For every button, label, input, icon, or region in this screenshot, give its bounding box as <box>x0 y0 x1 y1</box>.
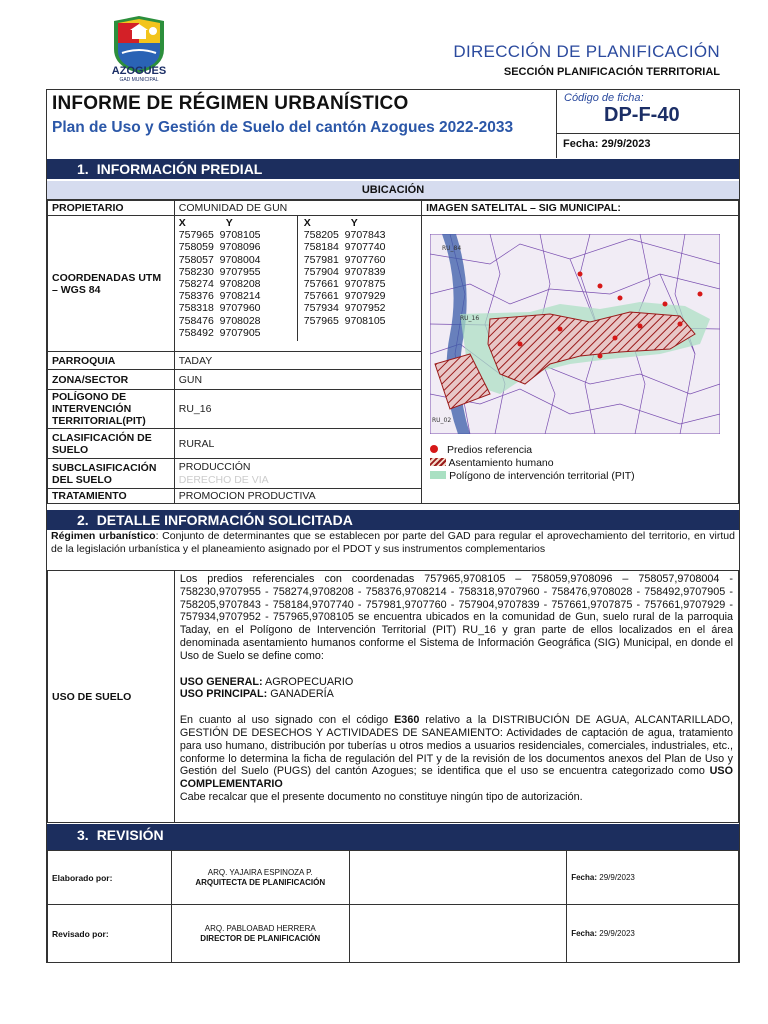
coordinate-pair: 758205 9707843 <box>303 229 386 242</box>
coordinate-pair: 758274 9708208 <box>178 278 261 291</box>
coordinate-pair: 758318 9707960 <box>178 302 261 315</box>
uso-paragraph-2 <box>180 714 733 791</box>
date-value: 29/9/2023 <box>601 138 651 150</box>
code-divider <box>556 133 740 134</box>
parroquia-value: TADAY <box>174 352 421 370</box>
pit-label: POLÍGONO DE INTERVENCIÓN TERRITORIAL(PIT) <box>48 390 175 429</box>
coords-header <box>304 217 386 229</box>
code-value: DP-F-40 <box>604 104 680 126</box>
uso-paragraph-3: Cabe recalcar que el presente documento no constituye ningún tipo de autorización. <box>179 790 583 803</box>
coordinate-pair: 757904 9707839 <box>303 265 386 278</box>
coordinate-pair: 757981 9707760 <box>303 253 386 266</box>
legend-label: Predios referencia <box>446 444 533 456</box>
section-title: REVISIÓN <box>96 827 164 843</box>
uso-table <box>47 570 739 823</box>
code-label: Código de ficha: <box>564 92 644 104</box>
revision-table <box>47 850 739 963</box>
role-label: Elaborado por: <box>48 851 172 905</box>
signature-area <box>349 851 567 905</box>
revision-date <box>567 851 739 905</box>
coordinate-pair: 758376 9708214 <box>178 290 261 303</box>
subclasificacion-faded-text: DERECHO DE VIA <box>178 473 269 486</box>
coords-header <box>179 217 297 229</box>
date-label: Fecha: <box>571 929 598 938</box>
satellite-map <box>430 234 720 434</box>
map-label: RU_16 <box>460 315 480 322</box>
date-label: Fecha: <box>563 138 599 150</box>
date-value: 29/9/2023 <box>599 929 635 938</box>
p2-code: E360 <box>394 714 420 727</box>
uso-principal <box>180 688 733 701</box>
imagen-label: IMAGEN SATELITAL – SIG MUNICIPAL: <box>422 201 739 216</box>
p2-text-a: En cuanto al uso signado con el código <box>179 714 395 727</box>
subclasificacion-label: SUBCLASIFICACIÓN DEL SUELO <box>48 459 175 489</box>
coordinates-cell <box>174 216 421 352</box>
section-2-header <box>47 510 739 530</box>
map-legend <box>430 444 732 483</box>
signer-title: ARQUITECTA DE PLANIFICACIÓN <box>195 877 326 887</box>
parroquia-label: PARROQUIA <box>48 352 175 370</box>
legend-item <box>430 444 732 457</box>
legend-item <box>430 470 732 483</box>
section-number: 2. <box>77 512 89 528</box>
report-title: INFORME DE RÉGIMEN URBANÍSTICO <box>52 93 409 114</box>
signer-cell <box>171 905 349 963</box>
y-label: Y <box>225 217 233 229</box>
header-date <box>563 138 650 150</box>
uso-description <box>174 571 738 823</box>
section-3-header <box>47 824 739 850</box>
propietario-value: COMUNIDAD DE GUN <box>174 201 421 216</box>
uso-general-label: USO GENERAL: <box>179 675 263 688</box>
coordinate-pair: 757934 9707952 <box>303 302 386 315</box>
section-title: SECCIÓN PLANIFICACIÓN TERRITORIAL <box>503 66 720 78</box>
logo-subtitle: GAD MUNICIPAL <box>119 77 159 83</box>
uso-principal-value: GANADERÍA <box>267 688 334 701</box>
legend-label: Asentamiento humano <box>448 457 554 469</box>
coordinate-pair: 758057 9708004 <box>178 253 261 266</box>
predial-table <box>47 200 739 504</box>
subclasificacion-text: PRODUCCIÓN <box>178 460 251 473</box>
uso-paragraph-1: Los predios referenciales con coordenadas 757965,9708105 – 758059,9708096 – 758057,9708004 - 758230,9707955 - 758274,9708208 - 758376,9708214 - 758318,9707960 - 758476,9708028 - 758492,9707905 - 758205,9707843 - 758184,9707740 - 757981,9707760 - 757904,9707839 - 757661,9707875 - 757661,9707929 - 757934,9707952 - 757965,9708105 se encuentra ubicados en la comunidad de Gun, suelo rural de la parroquia Taday, en el Polígono de Intervención Territorial (PIT) RU_16 y gran parte de ellos localizados en el área denominada asentamiento humanos conforme el Sistema de Información Geográfica (SIG) Municipal, en donde el Uso de Suelo se define como: <box>179 573 733 662</box>
map-label: RU_02 <box>432 417 452 424</box>
map-cell <box>422 216 739 504</box>
zona-label: ZONA/SECTOR <box>48 370 175 390</box>
y-label: Y <box>350 217 358 229</box>
date-value: 29/9/2023 <box>599 873 635 882</box>
green-area-icon <box>430 471 446 479</box>
coordinate-pair: 758476 9708028 <box>178 314 261 327</box>
signature-area <box>349 905 567 963</box>
revision-date <box>567 905 739 963</box>
section-number: 1. <box>77 161 89 177</box>
red-dot-icon <box>430 445 438 453</box>
uso-principal-label: USO PRINCIPAL: <box>179 688 268 701</box>
role-label: Revisado por: <box>48 905 172 963</box>
regimen-text: : Conjunto de determinantes que se establecen por parte del GAD para regular el aprovechamiento del territorio, en virtud de la legislación urbanística y el planeamiento asignado por el PDOT y sus instrumentos complementarios <box>51 530 735 555</box>
logo-name: AZOGUES <box>111 65 167 77</box>
uso-general <box>180 676 733 689</box>
coords-left-list <box>179 229 297 339</box>
x-label: X <box>178 217 186 229</box>
regimen-label: Régimen urbanístico <box>51 530 156 542</box>
section-number: 3. <box>77 827 89 843</box>
signer-name: ARQ. PABLOABAD HERRERA <box>204 923 316 933</box>
coordinate-pair: 758184 9707740 <box>303 241 386 254</box>
ubicacion-header: UBICACIÓN <box>47 181 739 200</box>
section-title: INFORMACIÓN PREDIAL <box>96 161 263 177</box>
signer-cell <box>171 851 349 905</box>
coordinate-pair: 757661 9707875 <box>303 278 386 291</box>
zona-value: GUN <box>174 370 421 390</box>
section-1-header <box>47 159 739 179</box>
coordinate-pair: 758230 9707955 <box>178 265 261 278</box>
legend-item <box>430 457 732 470</box>
direction-title: DIRECCIÓN DE PLANIFICACIÓN <box>453 42 720 61</box>
coordinate-pair: 758492 9707905 <box>178 326 261 339</box>
coords-left-column <box>175 216 298 341</box>
section-title: DETALLE INFORMACIÓN SOLICITADA <box>96 512 353 528</box>
coordinate-pair: 757661 9707929 <box>303 290 386 303</box>
coords-right-list <box>304 229 386 327</box>
clasificacion-label: CLASIFICACIÓN DE SUELO <box>48 429 175 459</box>
clasificacion-value: RURAL <box>174 429 421 459</box>
map-label: RU_84 <box>442 245 462 252</box>
legend-label: Polígono de intervención territorial (PIT) <box>449 470 635 482</box>
uso-label: USO DE SUELO <box>48 571 175 823</box>
signer-title: DIRECTOR DE PLANIFICACIÓN <box>200 933 321 943</box>
subclasificacion-value <box>174 459 421 489</box>
coordinate-pair: 758059 9708096 <box>178 241 261 254</box>
p2-text-b: relativo a la DISTRIBUCIÓN DE AGUA, ALCANTARILLADO, GESTIÓN DE DESECHOS Y ACTIVIDADES DE SANEAMIENTO: Actividades de captación de agua, tratamiento para uso humano, distribución por tuberías u otros medios a usuarios residenciales, comerciales, industriales, etc., conforme lo determina la ficha de regulación del PIT y de la revisión de los documentos anexos del Plan de Uso y Gestión del Suelo (PUGS) del cantón Azogues; se identifica que el uso se encuentra categorizado como <box>179 714 733 778</box>
pit-value: RU_16 <box>174 390 421 429</box>
uso-general-value: AGROPECUARIO <box>262 675 354 688</box>
regimen-definition <box>51 530 735 555</box>
coordinate-pair: 757965 9708105 <box>303 314 386 327</box>
hatch-icon <box>430 458 446 466</box>
tratamiento-value: PROMOCION PRODUCTIVA <box>174 489 421 504</box>
signer-name: ARQ. YAJAIRA ESPINOZA P. <box>207 867 313 877</box>
coordinate-pair: 757965 9708105 <box>178 229 261 242</box>
x-label: X <box>303 217 311 229</box>
date-label: Fecha: <box>571 873 598 882</box>
tratamiento-label: TRATAMIENTO <box>48 489 175 504</box>
coordenadas-label: COORDENADAS UTM – WGS 84 <box>48 216 175 352</box>
coords-right-column <box>298 216 386 341</box>
propietario-label: PROPIETARIO <box>48 201 175 216</box>
report-subtitle: Plan de Uso y Gestión de Suelo del cantón Azogues 2022-2033 <box>52 119 514 136</box>
p2-bold: USO COMPLEMENTARIO <box>179 765 733 791</box>
